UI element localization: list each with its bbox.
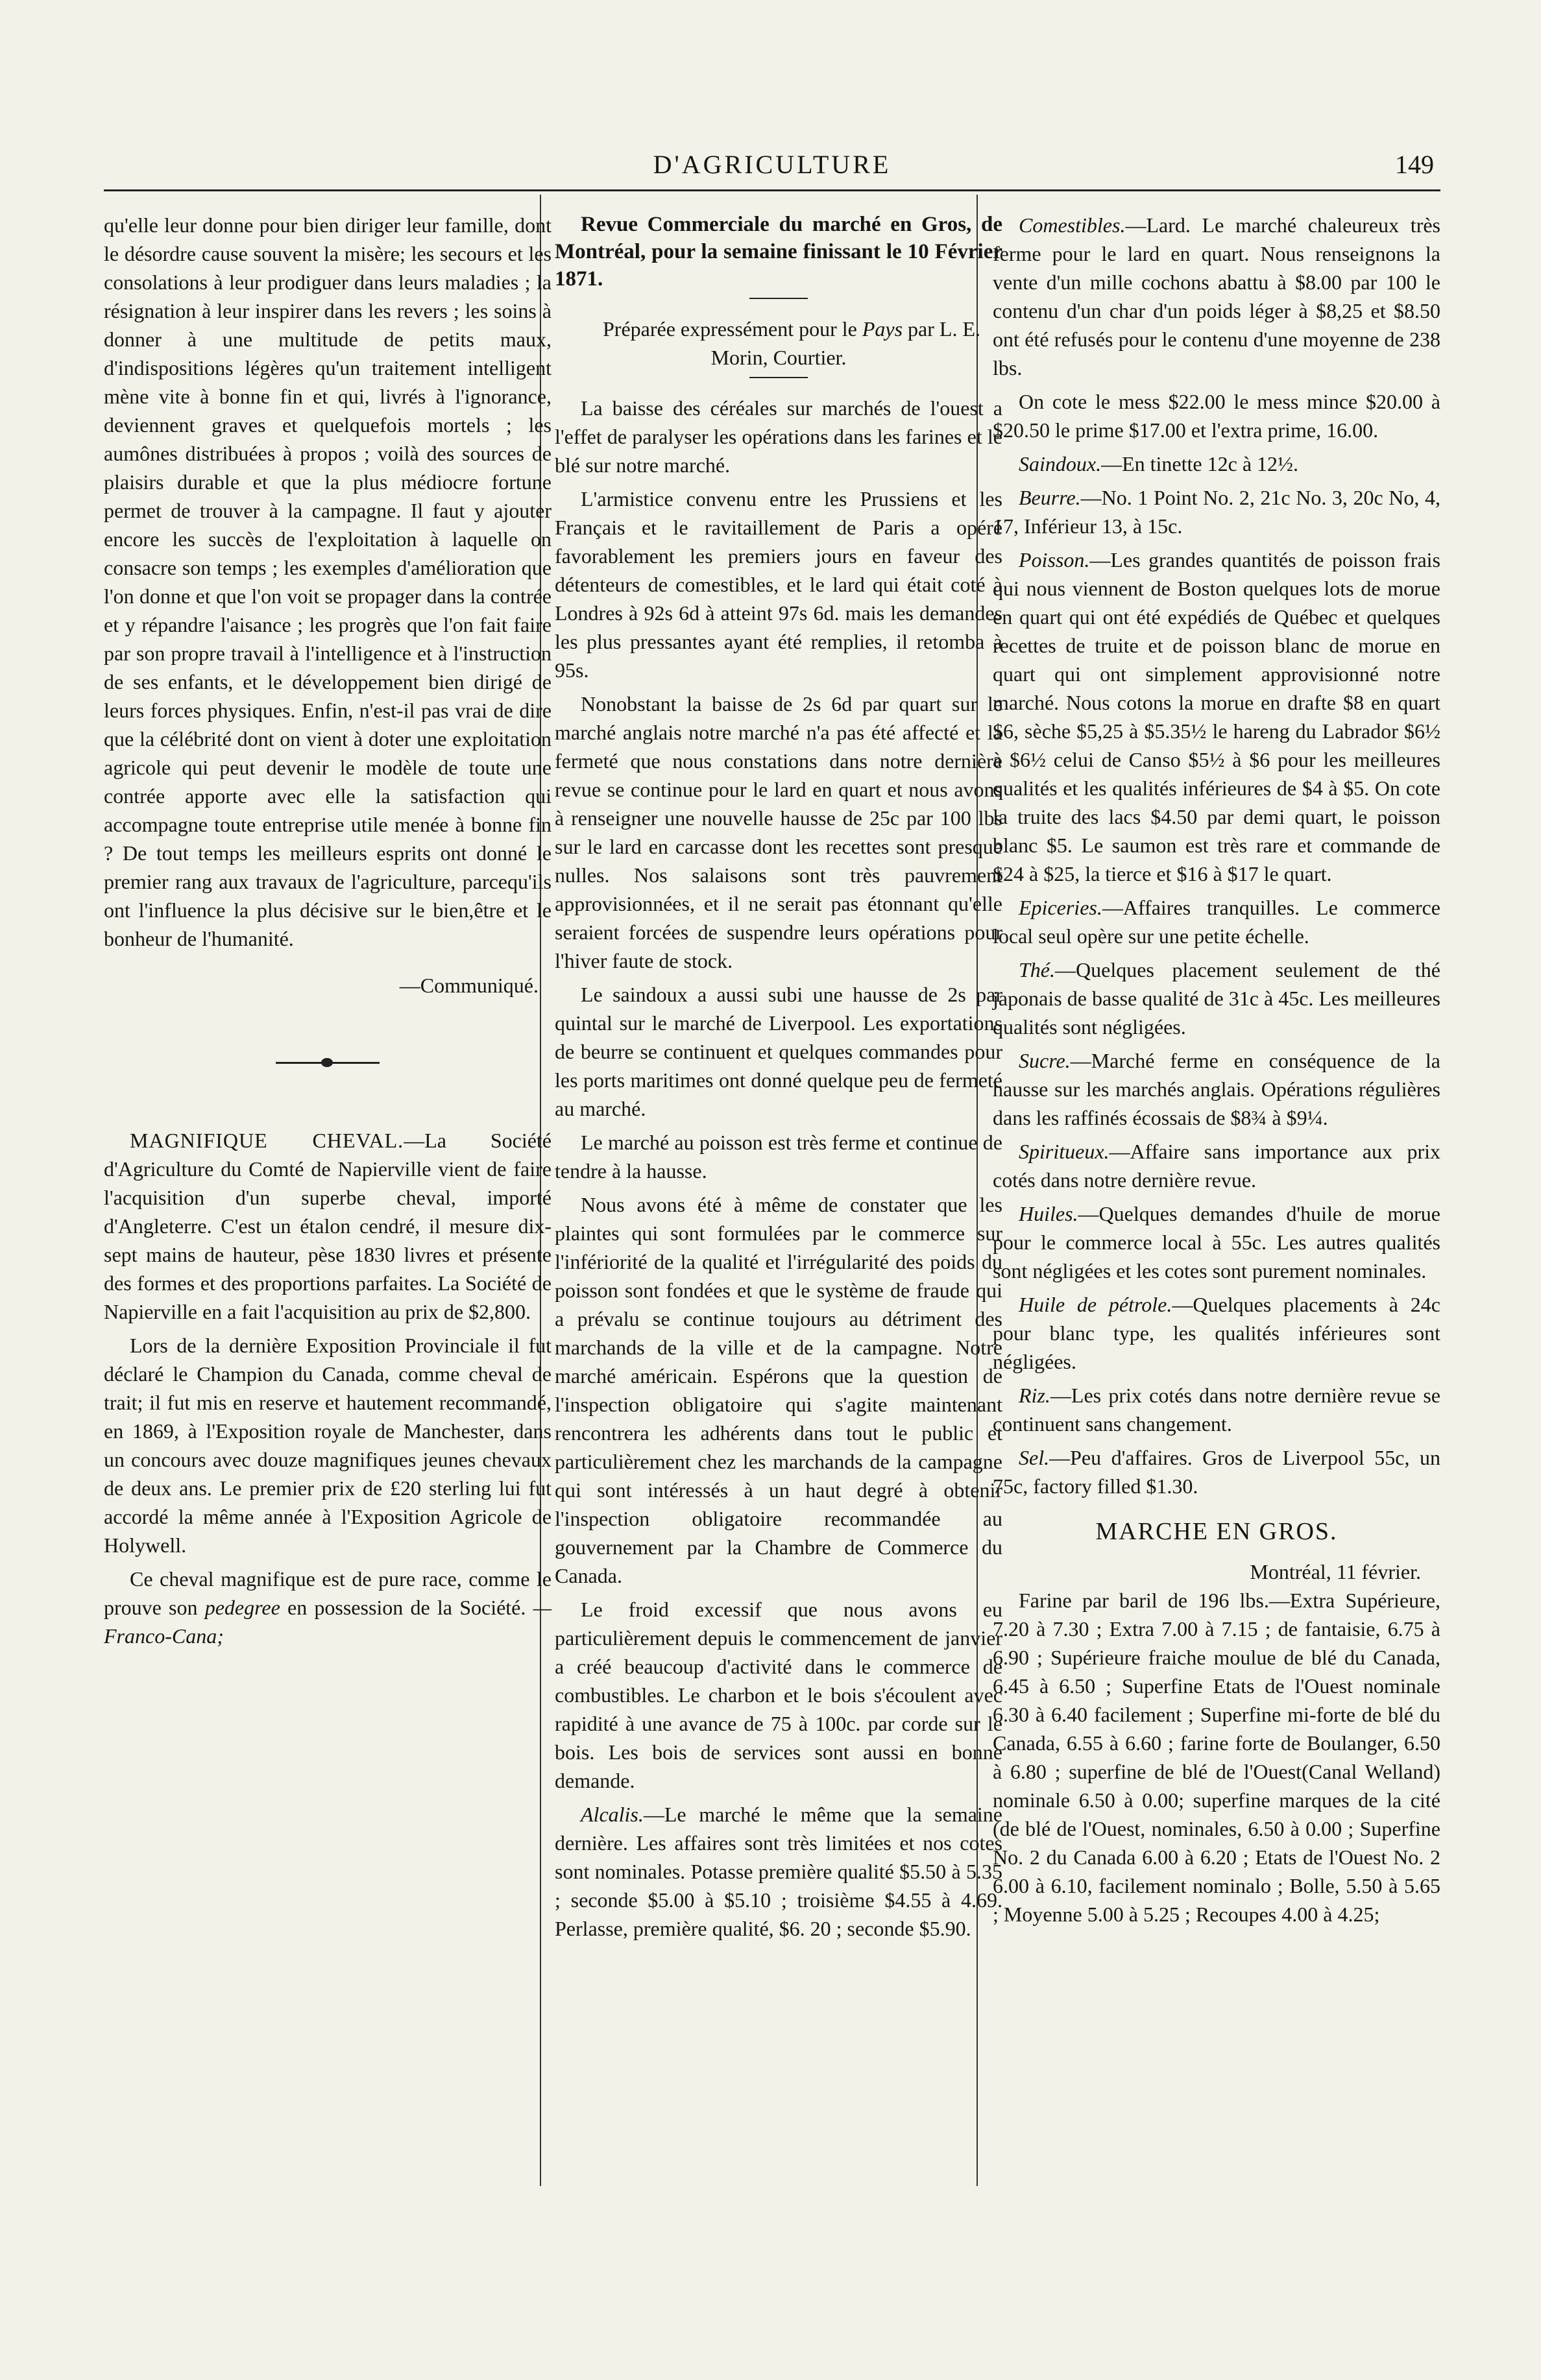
market-review-headline: Revue Commerciale du marché en Gros, de Montréal, pour la semaine finissant le 10 Février 1871. (555, 213, 1002, 291)
price-entry: Huiles.—Quelques demandes d'huile de morue pour le commerce local à 55c. Les autres qualités sont négligées et les cotes sont purement nominales. (993, 1202, 1440, 1282)
source-credit: —Franco-Cana; (104, 1596, 552, 1648)
review-paragraph: Le froid excessif que nous avons eu particulièrement depuis le commencement de janvier a créé beaucoup d'activité dans le commerce de combustibles. Le charbon et le bois s'écoulent avec rapidité à une avance de 75 à 100c. par corde sur le bois. Les bois de services sont aussi en bonne demande. (555, 1598, 1002, 1792)
price-entry: Sucre.—Marché ferme en conséquence de la hausse sur les marchés anglais. Opérations régulières dans les raffinés écossais de $8¾ à $9¼. (993, 1049, 1440, 1129)
pedigree-word: pedegree (204, 1596, 280, 1619)
price-entry: Thé.—Quelques placement seulement de thé japonais de basse qualité de 31c à 45c. Les meilleures qualités sont négligées. (993, 958, 1440, 1039)
prepared-by-line: Préparée expressément pour le Pays par L. E. Morin, Courtier. (603, 317, 980, 369)
review-paragraph: Le marché au poisson est très ferme et continue de tendre à la hausse. (555, 1131, 1002, 1183)
review-paragraph: Nonobstant la baisse de 2s 6d par quart sur le marché anglais notre marché n'a pas été affecté et la fermeté que nous constations dans notre dernière revue se continue pour le lard en quart et nous avons à renseigner une nouvelle hausse de 25c par 100 lbs sur le lard en carcasse dont les recettes sont presque nulles. Nos salaisons sont très pauvrement approvisionnées, et il ne serait pas étonnant qu'elle seraient forcées de suspendre leurs opérations pour l'hiver faute de stock. (555, 692, 1002, 972)
article-paragraph: qu'elle leur donne pour bien diriger leur famille, dont le désordre cause souvent la misère; les secours et les consolations à leur prodiguer dans leurs maladies ; la résignation à leur inspirer dans les revers ; les soins à donner à une multitude de petits maux, d'indispositions légères qu'un traitement intelligent mène vite à bonne fin et qui, livrés à l'ignorance, deviennent graves et quelquefois mortels ; les aumônes distribuées à propos ; voilà des sources de plaisirs durable et que la plus médiocre fortune permet de trouver à la campagne. Il faut y ajouter encore les succès de l'exploitation à laquelle on consacre son temps ; les exemples d'amélioration que l'on donne et que l'on voit se propager dans la contrée et y répandre l'aisance ; les progrès que l'on fait faire par son propre travail à l'intelligence et à l'instruction de ses enfants, et le développement bien dirigé de leurs forces physiques. Enfin, n'est-il pas vrai de dire que la célébrité dont on vient à doter une exploitation agricole qui peut devenir le modèle de toute une contrée apporte avec elle la satisfaction qui accompagne toute entreprise utile menée à bonne fin ? De tout temps les meilleurs esprits ont donné le premier rang aux travaux de l'agriculture, parcequ'ils ont l'influence la plus décisive sur le bien,être et le bonheur de l'humanité. (104, 213, 552, 950)
running-title: D'AGRICULTURE (653, 150, 892, 179)
review-paragraph: Le saindoux a aussi subi une hausse de 2s par quintal sur le marché de Liverpool. Les exportations de beurre se continuent et quelques commandes pour les ports maritimes ont donné quelque peu de fermeté au marché. (555, 983, 1002, 1120)
price-entry: Huile de pétrole.—Quelques placements à 24c pour blanc type, les qualités inférieures sont négligées. (993, 1293, 1441, 1373)
column-right (993, 211, 1440, 1934)
review-paragraph: Alcalis.—Le marché le même que la semaine dernière. Les affaires sont très limitées et nos cotes sont nominales. Potasse première qualité $5.50 à 5.35 ; seconde $5.00 à $5.10 ; troisième $4.55 à 4.69. Perlasse, première qualité, $6. 20 ; seconde $5.90. (555, 1803, 1002, 1940)
section-ornament (276, 1062, 380, 1064)
price-entry: Comestibles.—Lard. Le marché chaleureux très ferme pour le lard en quart. Nous renseignons la vente d'un mille cochons abattu à $8.00 par 100 le contenu d'un char d'un poids léger à $8,25 et $8.50 ont été refusés pour le contenu d'une moyenne de 238 lbs. (993, 213, 1440, 379)
cheval-text: —La Société d'Agriculture du Comté de Napierville vient de faire l'acquisition d'un superbe cheval, importé d'Angleterre. C'est un étalon cendré, il mesure dix-sept mains de hauteur, pèse 1830 livres et présente des formes et des proportions parfaites. La Société de Napierville en a fait l'acquisition au prix de $2,800. (104, 1129, 552, 1323)
review-paragraph: Nous avons été à même de constater que les plaintes qui sont formulées par le commerce sur l'infériorité de la qualité et l'irrégularité des poids du poisson sont fondées et que le système de fraude qui a prévalu se continue toujours au détriment des marchands de la ville et de la campagne. Notre marché américain. Espérons que la question de l'inspection obligatoire qui s'agite maintenant rencontrera les adhérents dans tout le public et particulièrement chez les marchands de la campagne qui sont intéressés à un haut degré à obtenir l'inspection obligatoire recommandée au gouvernement par la Chambre de Commerce du Canada. (555, 1193, 1002, 1587)
cheval-title: MAGNIFIQUE CHEVAL. (130, 1129, 404, 1152)
price-entry: Poisson.—Les grandes quantités de poisson frais qui nous viennent de Boston quelques lots de morue en quart qui ont été expédiés de Québec et quelques recettes de truite et de poisson blanc de morue en quart qui ont simplement approvisionné notre marché. Nous cotons la morue en drafte $8 en quart $6, sèche $5,25 à $5.35½ le hareng du Labrador $6½ à $6½ celui de Canso $5½ à $6 pour les meilleures qualités et les qualités inférieures de $4 à $5. On cote la truite des lacs $4.50 par demi quart, le poisson blanc $5. Le saumon est très rare et commande de $24 à $25, la tierce et $16 à $17 le quart. (993, 548, 1440, 885)
review-paragraph: L'armistice convenu entre les Prussiens et les Français et le ravitaillement de Paris a opéré favorablement les premiers jours en faveur des détenteurs de comestibles, et le lard qui était coté à Londres à 92s 6d à atteint 97s 6d. mais les demandes les plus pressantes ayant été remplies, il retomba à 95s. (555, 487, 1002, 682)
article-signature: —Communiqué. (399, 974, 539, 997)
price-entry: On cote le mess $22.00 le mess mince $20.00 à $20.50 le prime $17.00 et l'extra prime, 16.00. (993, 390, 1440, 442)
cheval-paragraph (104, 1126, 552, 1326)
price-entry: Saindoux.—En tinette 12c à 12½. (1019, 452, 1299, 475)
short-rule (749, 298, 808, 299)
header-rule (104, 189, 1440, 191)
wholesale-market-title: MARCHE EN GROS. (1095, 1518, 1338, 1545)
price-entry: Beurre.—No. 1 Point No. 2, 21c No. 3, 20c No, 4, 17, Inférieur 13, à 15c. (993, 486, 1440, 538)
price-entry: Sel.—Peu d'affaires. Gros de Liverpool 55c, un 75c, factory filled $1.30. (993, 1446, 1440, 1498)
column-middle (555, 211, 1002, 1948)
page-number: 149 (1395, 150, 1434, 179)
price-entry: Spiritueux.—Affaire sans importance aux prix cotés dans notre dernière revue. (993, 1140, 1440, 1192)
flour-prices: Farine par baril de 196 lbs.—Extra Supérieure, 7.20 à 7.30 ; Extra 7.00 à 7.15 ; de fantaisie, 6.75 à 6.90 ; Supérieure fraiche moulue de blé du Canada, 6.45 à 6.50 ; Superfine Etats de l'Ouest nominale 6.30 à 6.40 facilement ; Superfine mi-forte de blé du Canada, 6.55 à 6.60 ; farine forte de Boulanger, 6.50 à 6.80 ; superfine de blé de l'Ouest(Canal Welland) nominale 6.50 à 0.00; superfine marques de la cité (de blé de l'Ouest, nominales, 6.50 à 0.00 ; Superfine No. 2 du Canada 6.00 à 6.20 ; Etats de l'Ouest No. 2 6.00 à 6.10, facilement nominalo ; Bolle, 5.50 à 5.65 ; Moyenne 5.00 à 5.25 ; Recoupes 4.00 à 4.25; (993, 1589, 1440, 1926)
page-header (104, 149, 1440, 188)
article-paragraph: Lors de la dernière Exposition Provinciale il fut déclaré le Champion du Canada, comme cheval de trait; il fut mis en reserve et hautement recommandé, en 1869, à l'Exposition royale de Manchester, dans un concours avec douze magnifiques jeunes chevaux de deux ans. Le premier prix de £20 sterling lui fut accordé la même année à l'Exposition Agricole de Holywell. (104, 1334, 552, 1557)
price-entry: Epiceries.—Affaires tranquilles. Le commerce local seul opère sur une petite échelle. (993, 896, 1440, 948)
column-left (104, 211, 552, 1655)
price-entry: Riz.—Les prix cotés dans notre dernière revue se continuent sans changement. (993, 1384, 1440, 1436)
review-paragraph: La baisse des céréales sur marchés de l'ouest a l'effet de paralyser les opérations dans les farines et le blé sur notre marché. (555, 396, 1002, 477)
dateline: Montréal, 11 février. (1250, 1560, 1421, 1583)
article-paragraph: Ce cheval magnifique est de pure race, comme le prouve son pedegree en possession de la Société. —Franco-Cana; (104, 1567, 552, 1648)
short-rule (749, 377, 808, 378)
